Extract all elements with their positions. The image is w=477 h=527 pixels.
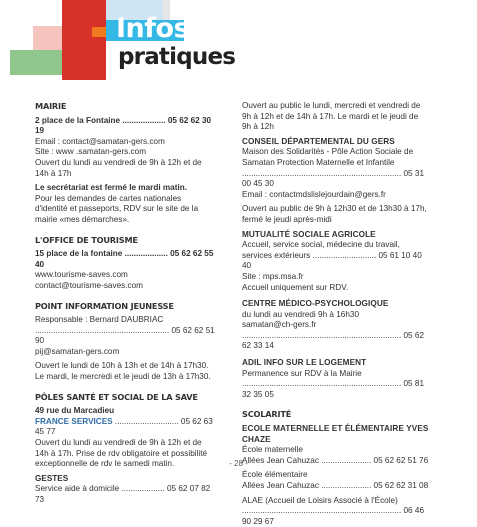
france-services-hours: Ouvert du lundi au vendredi de 9h à 12h et de 14h à 17h. Prise de rdv obligatoire et possibilité exceptionnelle de rdv le samedi matin.: [35, 438, 208, 469]
cdg-label: CONSEIL DÉPARTEMENTAL DU GERS: [242, 136, 395, 146]
france-services-label: FRANCE SERVICES: [35, 416, 113, 426]
cdg-text: Maison des Solidarités - Pôle Action Sociale de Samatan Protection Maternelle et Infantile: [242, 147, 414, 167]
page-subtitle: pratiques: [118, 44, 236, 70]
msa-label: MUTUALITÉ SOCIALE AGRICOLE: [242, 229, 376, 239]
france-services-phone: ............................ 05 62 63 45 77: [35, 416, 213, 437]
adil-label: ADIL INFO SUR LE LOGEMENT: [242, 358, 367, 368]
ecole-elementaire-address: Allées Jean Cahuzac ...................... 05 62 62 31 08: [242, 481, 429, 490]
mairie-email: Email : contact@samatan-gers.com: [35, 136, 165, 146]
pij-hours: Ouvert le lundi de 10h à 13h et de 14h à 17h30. Le mardi, le mercredi et le jeudi de 13h à 17h30.: [35, 361, 211, 382]
pij-email: pij@samatan-gers.com: [35, 346, 120, 356]
cmp-email: samatan@ch-gers.fr: [242, 320, 317, 330]
alae-label: ALAE (Accueil de Loisirs Associé à l'École): [242, 495, 398, 505]
ecole-maternelle-address: Allées Jean Cahuzac ...................... 05 62 62 51 76: [242, 455, 429, 465]
cmp-hours: du lundi au vendredi 9h à 16h30: [242, 309, 359, 319]
tourisme-address: 15 place de la fontaine ................... 05 62 62 55 40: [35, 249, 214, 269]
mairie-heading: MAIRIE: [35, 101, 67, 111]
deco-green-block: [10, 50, 62, 75]
cmp-label: CENTRE MÉDICO-PSYCHOLOGIQUE: [242, 299, 389, 309]
cdg-phone: ...................................................................... 05 31 00 45 30: [242, 168, 424, 189]
mairie-site: Site : www .samatan-gers.com: [35, 147, 147, 157]
pij-phone: ........................................................... 05 62 62 51 90: [35, 325, 215, 346]
gestes-hours: Ouvert au public le lundi, mercredi et vendredi de 9h à 12h et de 14h à 17h. Le mardi et le jeudi de 9h à 12h: [242, 101, 421, 132]
pij-responsable: Responsable : Bernard DAUBRIAC: [35, 315, 164, 325]
alae-phone: ...................................................................... 06 46 90 29 67: [242, 506, 424, 526]
page-title: Infos: [116, 13, 190, 44]
left-column: [35, 101, 215, 506]
page-number: - 28 -: [229, 459, 248, 468]
msa-text: Accueil, service social, médecine du travail, services extérieurs ............................ 05 61 10 40 40: [242, 240, 422, 271]
deco-orange-bar: [92, 27, 106, 37]
cdg-email: Email : contactmdslislejourdain@gers.fr: [242, 189, 386, 199]
msa-note: Accueil uniquement sur RDV.: [242, 282, 349, 292]
poles-heading: PÔLES SANTÉ ET SOCIAL DE LA SAVE: [35, 391, 198, 402]
scolarite-heading: SCOLARITÉ: [242, 409, 292, 420]
adil-phone: ...................................................................... 05 81 32 35 05: [242, 379, 424, 399]
gestes-label: GESTES: [35, 473, 69, 483]
gestes-line: Service aide à domicile ................... 05 62 07 82 73: [35, 484, 211, 504]
mairie-closed: Le secrétariat est fermé le mardi matin.: [35, 183, 187, 193]
poles-address: 49 rue du Marcadieu: [35, 406, 115, 416]
ecole-elementaire: École élémentaire: [242, 470, 308, 480]
mairie-hours: Ouvert du lundi au vendredi de 9h à 12h et de 14h à 17h: [35, 157, 202, 178]
tourisme-site: www.tourisme-saves.com: [35, 270, 128, 280]
tourisme-email: contact@tourisme-saves.com: [35, 280, 143, 290]
tourisme-heading: L'OFFICE DE TOURISME: [35, 234, 138, 245]
mairie-address: 2 place de la Fontaine ................... 05 62 62 30 19: [35, 115, 212, 136]
cmp-phone: ...................................................................... 05 62 62 33 14: [242, 330, 424, 351]
deco-red-block: [62, 0, 106, 80]
france-services-line: [35, 417, 215, 438]
ecole-maternelle: École maternelle: [242, 445, 303, 455]
ecole-label: ECOLE MATERNELLE ET ÉLÉMENTAIRE YVES CHAZE: [242, 424, 429, 444]
cdg-hours: Ouvert au public de 9h à 12h30 et de 13h30 à 17h, fermé le jeudi après-midi: [242, 204, 427, 224]
mairie-note: Pour les demandes de cartes nationales d'identité et passeports, RDV sur le site de la mairie «mes démarches».: [35, 193, 199, 224]
adil-text: Permanence sur RDV à la Mairie: [242, 368, 362, 378]
msa-site: Site : mps.msa.fr: [242, 271, 304, 281]
pij-heading: POINT INFORMATION JEUNESSE: [35, 300, 174, 311]
